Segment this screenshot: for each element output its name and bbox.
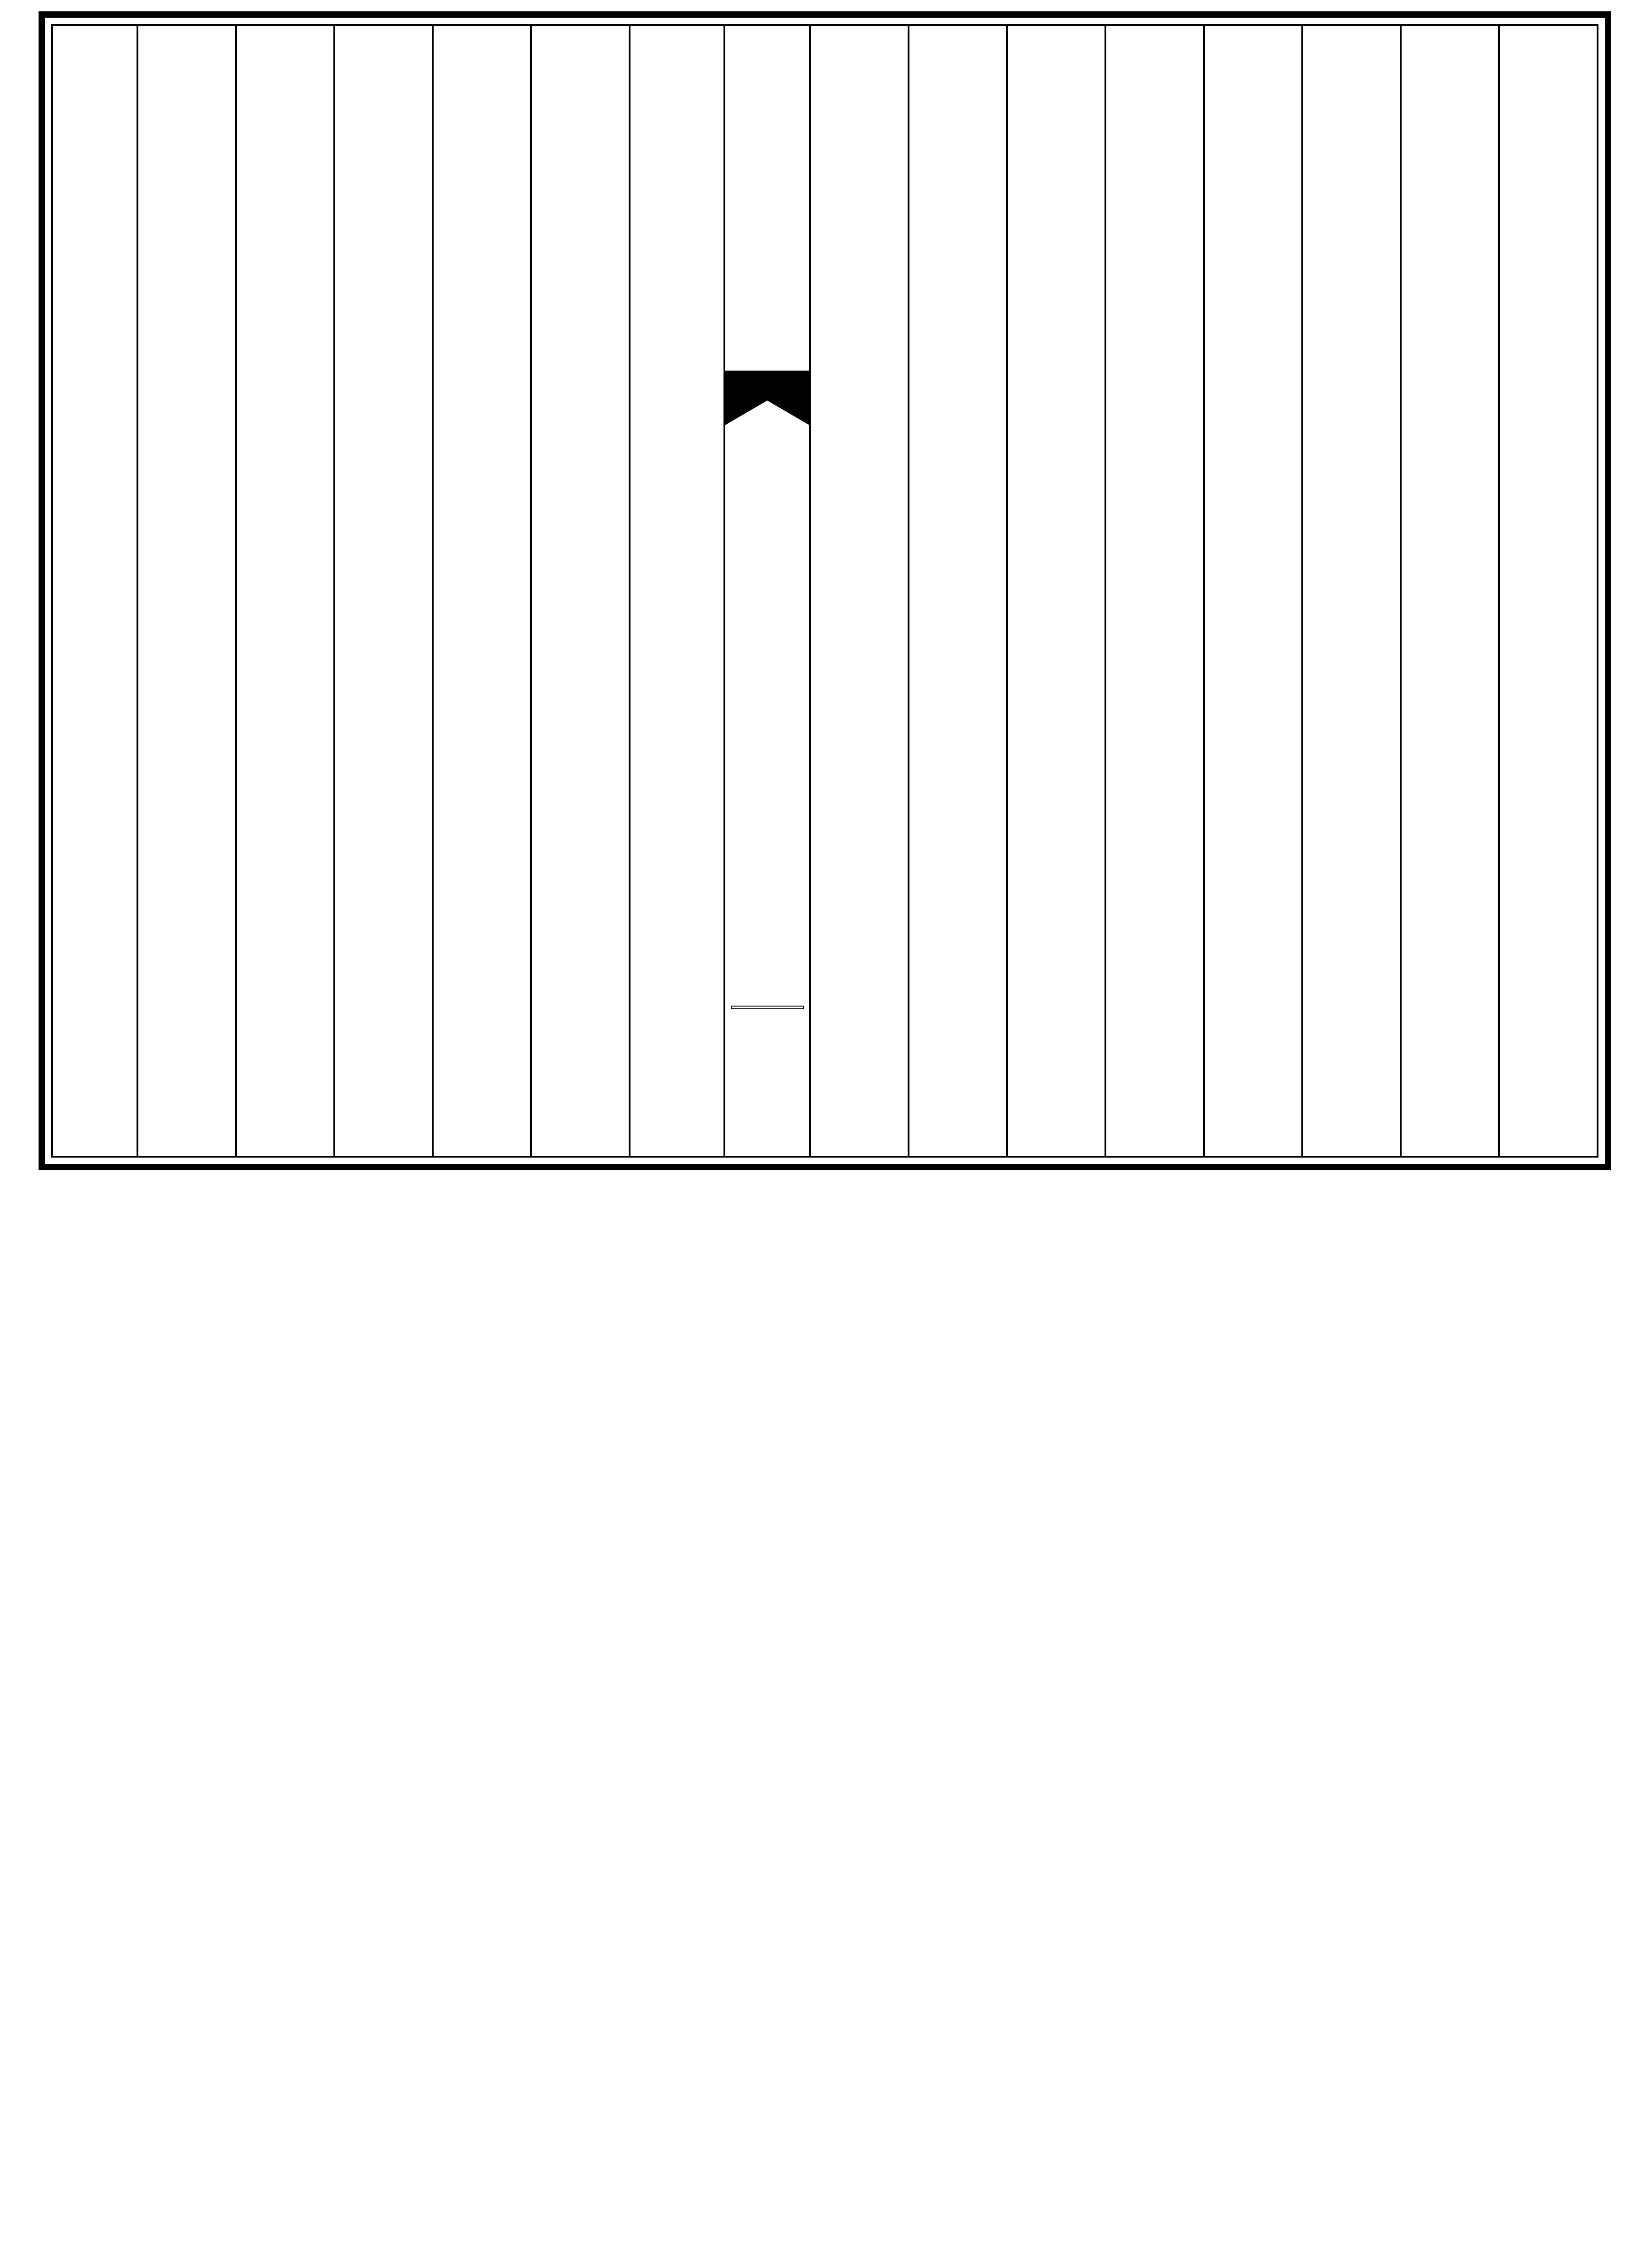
text-column — [909, 26, 1006, 1156]
column-rule — [333, 26, 335, 1156]
column-rule — [1400, 26, 1402, 1156]
text-column — [1205, 26, 1301, 1156]
column-rule — [908, 26, 909, 1156]
column-rule — [1006, 26, 1008, 1156]
text-column — [1106, 26, 1203, 1156]
text-column — [1402, 26, 1498, 1156]
column-rule — [1301, 26, 1303, 1156]
center-gutter — [723, 26, 811, 1156]
column-rule — [137, 26, 138, 1156]
column-rule — [235, 26, 237, 1156]
top-page-panel — [39, 11, 1611, 1170]
column-rule — [432, 26, 434, 1156]
text-column — [1500, 26, 1597, 1156]
column-rule — [1498, 26, 1500, 1156]
top-page-frame — [51, 24, 1598, 1158]
text-column — [532, 26, 629, 1156]
column-rule — [629, 26, 630, 1156]
text-column — [1008, 26, 1105, 1156]
fish-tail-mark — [725, 371, 809, 425]
gutter-box — [731, 1006, 804, 1009]
column-rule — [1105, 26, 1106, 1156]
text-column — [630, 26, 727, 1156]
text-column — [811, 26, 908, 1156]
column-rule — [530, 26, 532, 1156]
text-column — [1303, 26, 1400, 1156]
column-rule — [1203, 26, 1205, 1156]
